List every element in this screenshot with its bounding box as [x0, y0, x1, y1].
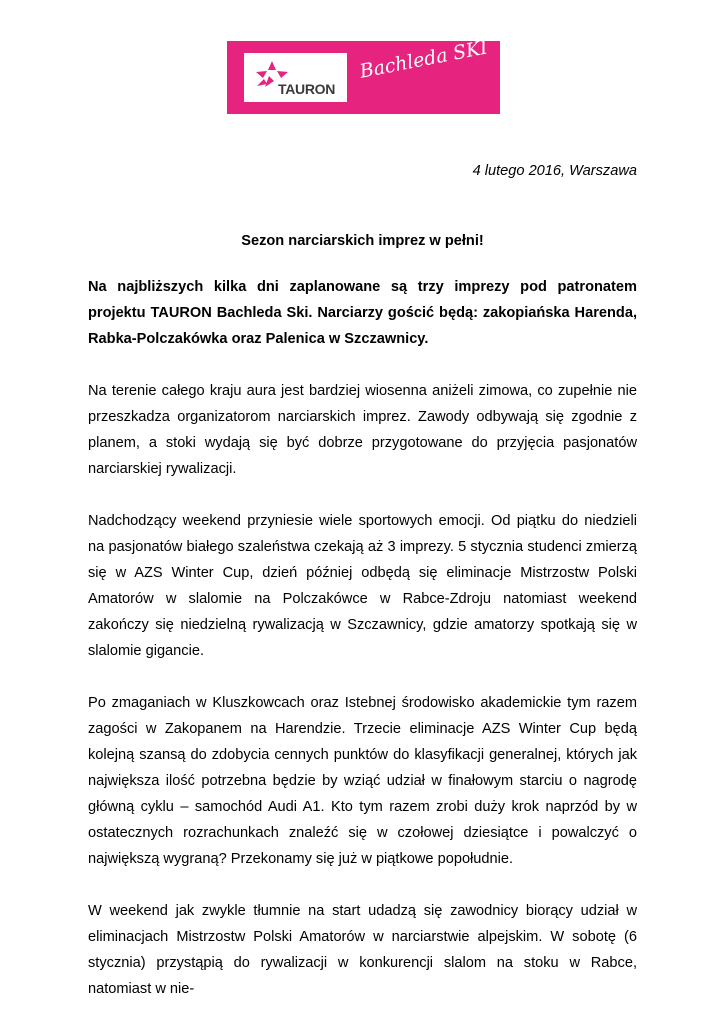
- document-title: Sezon narciarskich imprez w pełni!: [241, 233, 484, 249]
- document-body: [88, 274, 637, 1028]
- body-paragraph: Na terenie całego kraju aura jest bardziej wiosenna aniżeli zimowa, co zupełnie nie przeszkadza organizatorom narciarskich imprez. Zawody odbywają się zgodnie z planem, a stoki wydają się być dobrze przygotowane do przyjęcia pasjonatów narciarskiej rywalizacji.: [88, 383, 637, 477]
- tauron-logo-text: TAURON: [278, 81, 336, 97]
- lead-paragraph: Na najbliższych kilka dni zaplanowane są trzy imprezy pod patronatem projektu TAURON Bachleda Ski. Narciarzy gościć będą: zakopiańska Harenda, Rabka-Polczakówka oraz Palenica w Szczawnicy.: [88, 279, 637, 347]
- body-paragraph: Po zmaganiach w Kluszkowcach oraz Istebnej środowisko akademickie tym razem zagości w Zakopanem na Harendzie. Trzecie eliminacje AZS Winter Cup będą kolejną szansą do zdobycia cennych punktów do klasyfikacji generalnej, których jak największa ilość potrzebna będzie by wziąć udział w finałowym starciu o nagrodę główną cyklu – samochód Audi A1. Kto tym razem zrobi duży krok naprzód by w ostatecznych rozrachunkach znaleźć się w czołowej dziesiątce i powalczyć o największą wygraną? Przekonamy się już w piątkowe popołudnie.: [88, 695, 637, 867]
- brand-banner: [227, 36, 500, 114]
- body-paragraph: Nadchodzący weekend przyniesie wiele sportowych emocji. Od piątku do niedzieli na pasjonatów białego szaleństwa czekają aż 3 imprezy. 5 stycznia studenci zmierzą się w AZS Winter Cup, dzień później odbędą się eliminacje Mistrzostw Polski Amatorów w slalomie na Polczakówce w Rabce-Zdroju natomiast weekend zakończy się niedzielną rywalizacją w Szczawnicy, gdzie amatorzy spotkają się w slalomie gigancie.: [88, 513, 637, 659]
- tauron-logo: [244, 53, 347, 102]
- bachleda-ski-script: Bachleda SKI: [357, 36, 490, 83]
- body-paragraph: W weekend jak zwykle tłumnie na start udadzą się zawodnicy biorący udział w eliminacjach Mistrzostw Polski Amatorów w narciarstwie alpejskim. W sobotę (6 stycznia) przystąpią do rywalizacji w konkurencji slalom na stoku w Rabce, natomiast w nie-: [88, 903, 637, 997]
- date-line: 4 lutego 2016, Warszawa: [472, 163, 637, 179]
